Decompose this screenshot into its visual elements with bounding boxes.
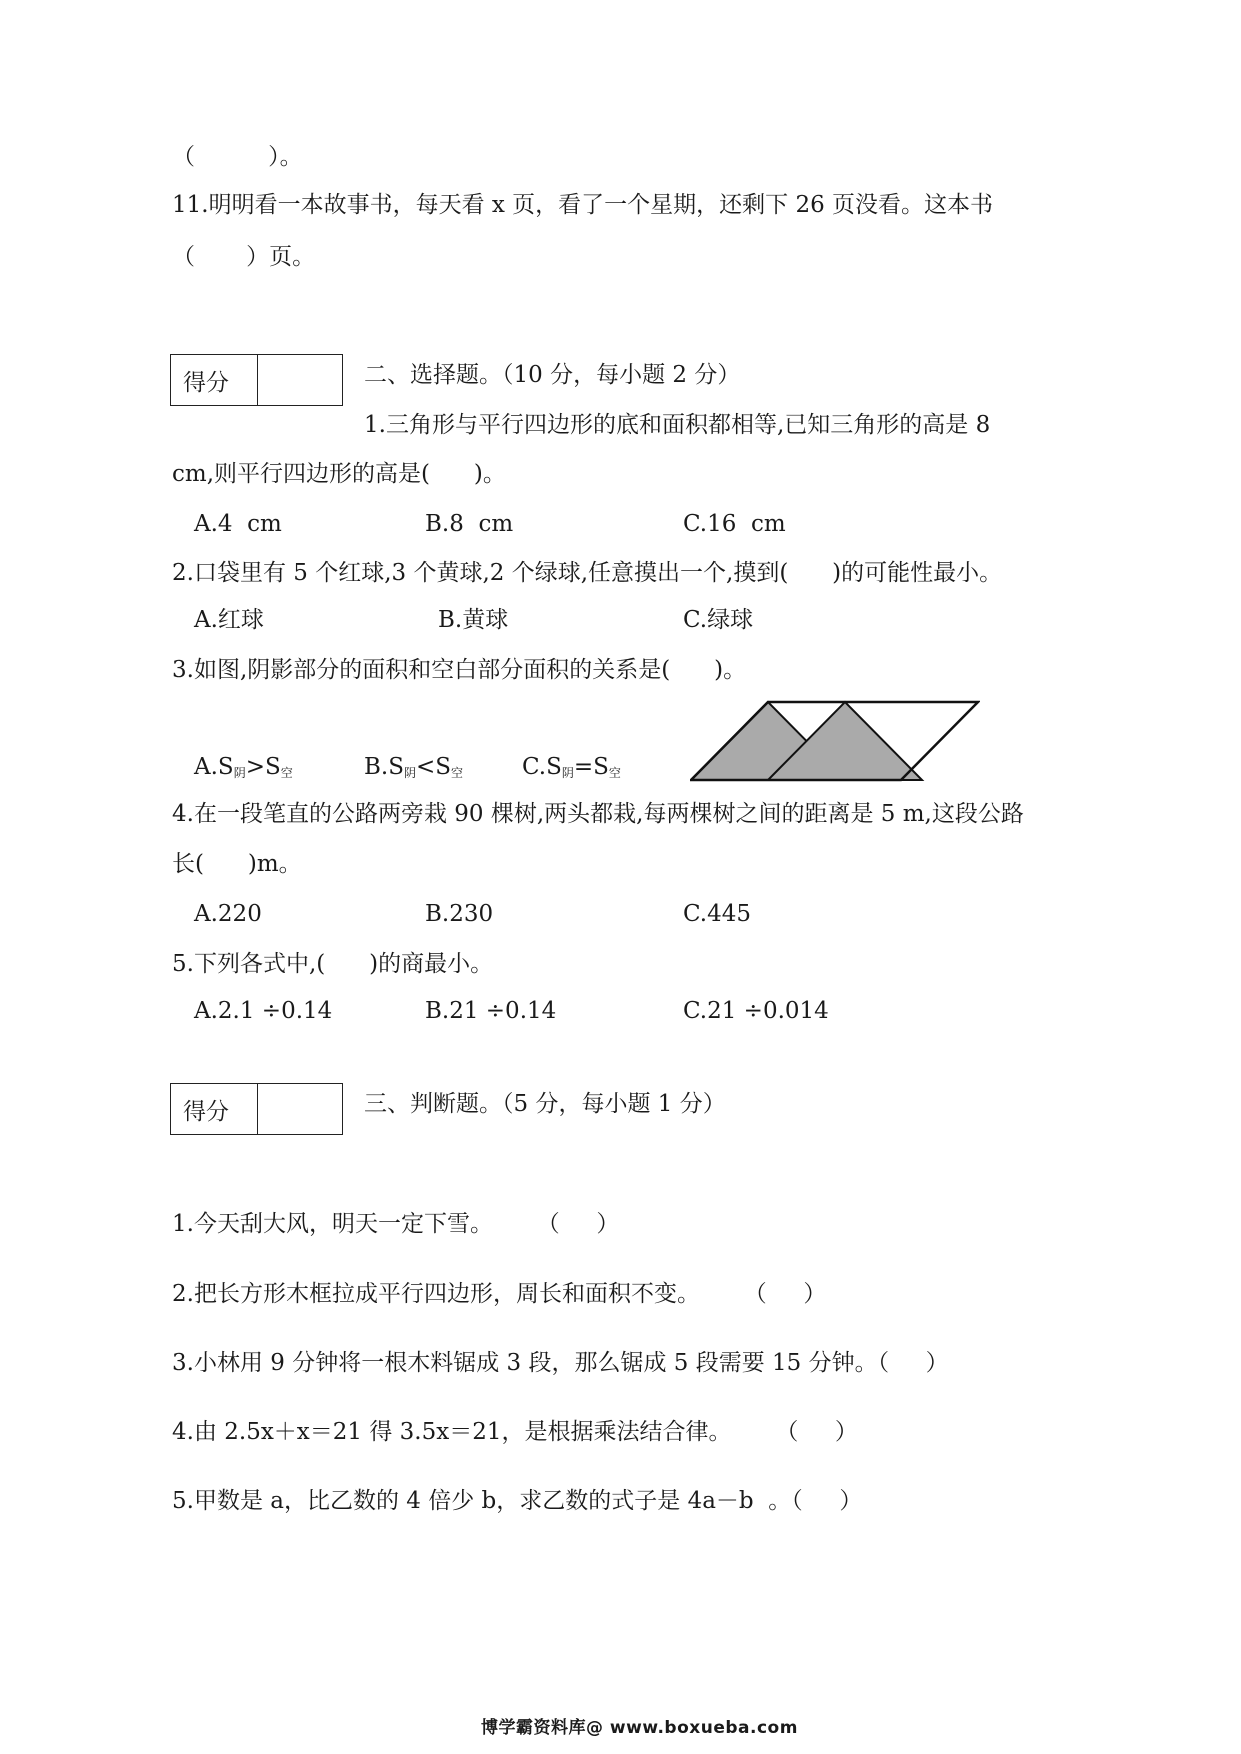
score-value-field: [258, 355, 342, 405]
choice-q2-option-a: A.红球: [194, 607, 264, 633]
parallelogram-triangles-figure: [690, 700, 980, 782]
judge-item-5: 5.甲数是 a，比乙数的 4 倍少 b，求乙数的式子是 4a－b 。（ ）: [172, 1488, 863, 1514]
score-label: 得分: [171, 355, 258, 405]
judge-item-1: 1.今天刮大风，明天一定下雪。 （ ）: [172, 1211, 620, 1237]
choice-q4-option-a: A.220: [194, 901, 262, 927]
choice-q2-option-b: B.黄球: [438, 607, 509, 633]
choice-q1-line1: 1.三角形与平行四边形的底和面积都相等,已知三角形的高是 8: [364, 412, 991, 438]
choice-q4-line2: 长( )m。: [172, 851, 302, 877]
judge-item-2: 2.把长方形木框拉成平行四边形，周长和面积不变。 （ ）: [172, 1281, 827, 1307]
choice-heading: 二、选择题。（10 分，每小题 2 分）: [364, 362, 741, 388]
score-box-choice: [170, 354, 343, 406]
choice-q1-option-c: C.16 cm: [683, 511, 786, 537]
choice-q3-option-a: $A.S_阴>S_空$: [194, 754, 293, 780]
score-box-judge: [170, 1083, 343, 1135]
choice-q2: 2.口袋里有 5 个红球,3 个黄球,2 个绿球,任意摸出一个,摸到( )的可能性最小。: [172, 560, 1003, 586]
choice-q5-option-b: B.21 ÷0.14: [425, 998, 557, 1024]
choice-q3-option-b: $B.S_阴<S_空$: [364, 754, 464, 780]
judge-item-3: 3.小林用 9 分钟将一根木料锯成 3 段，那么锯成 5 段需要 15 分钟。（ ）: [172, 1350, 949, 1376]
judge-heading: 三、判断题。（5 分，每小题 1 分）: [364, 1091, 726, 1117]
choice-q3: 3.如图,阴影部分的面积和空白部分面积的关系是( )。: [172, 657, 747, 683]
footer-watermark: 博学霸资料库@ www.boxueba.com: [481, 1718, 798, 1738]
judge-item-4: 4.由 2.5x＋x＝21 得 3.5x＝21，是根据乘法结合律。 （ ）: [172, 1419, 858, 1445]
choice-q1-line2: cm,则平行四边形的高是( )。: [172, 461, 506, 487]
choice-q5-option-c: C.21 ÷0.014: [683, 998, 829, 1024]
q11-line1: 11.明明看一本故事书，每天看 x 页，看了一个星期，还剩下 26 页没看。这本书: [172, 192, 994, 218]
choice-q5: 5.下列各式中,( )的商最小。: [172, 951, 494, 977]
choice-q2-option-c: C.绿球: [683, 607, 754, 633]
score-label: 得分: [171, 1084, 258, 1134]
choice-q1-option-a: A.4 cm: [194, 511, 282, 537]
choice-q1-option-b: B.8 cm: [425, 511, 514, 537]
score-value-field: [258, 1084, 342, 1134]
choice-q3-option-c: $C.S_阴=S_空$: [522, 754, 621, 780]
choice-q4-option-c: C.445: [683, 901, 751, 927]
choice-q4-option-b: B.230: [425, 901, 494, 927]
choice-q4-line1: 4.在一段笔直的公路两旁栽 90 棵树,两头都栽,每两棵树之间的距离是 5 m,这段公路: [172, 801, 1024, 827]
choice-q5-option-a: A.2.1 ÷0.14: [194, 998, 333, 1024]
q11-line2: （ ）页。: [172, 244, 316, 270]
q10-answer-tail: （ ）。: [172, 144, 303, 170]
